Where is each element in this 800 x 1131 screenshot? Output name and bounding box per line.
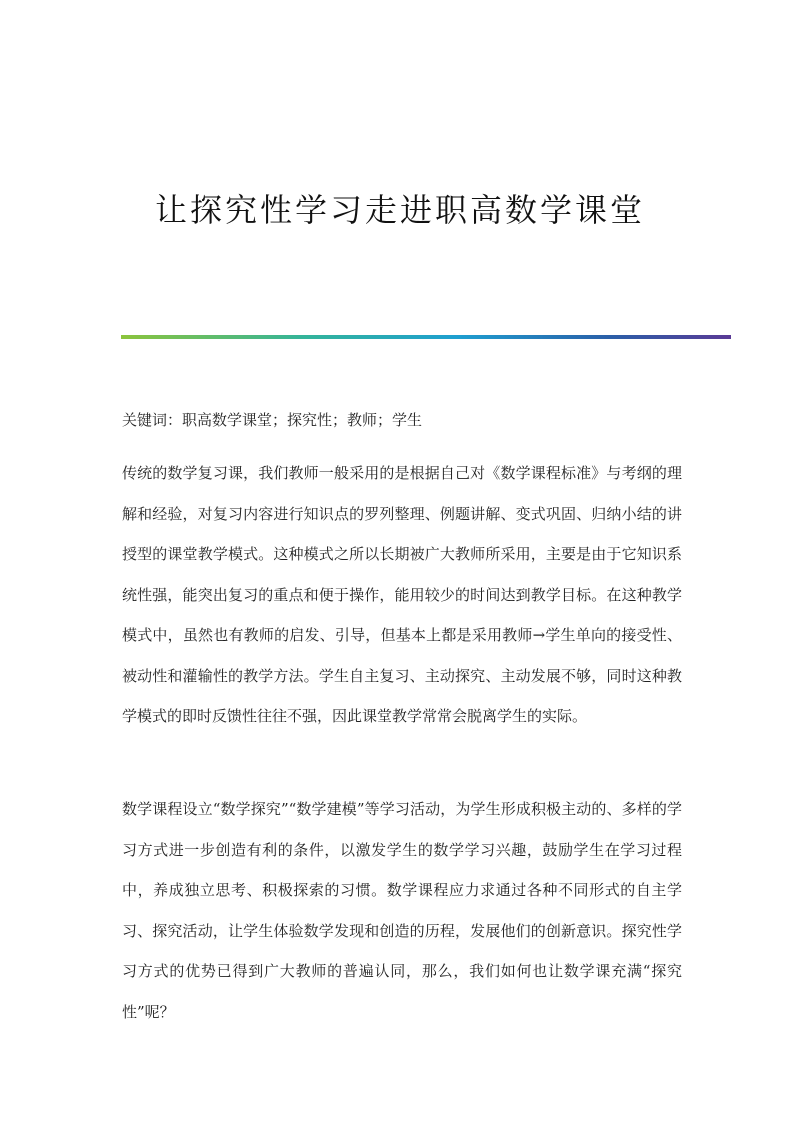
body-paragraph-1: 传统的数学复习课，我们教师一般采用的是根据自己对《数学课程标准》与考纲的理解和经验，对复习内容进行知识点的罗列整理、例题讲解、变式巩固、归纳小结的讲授型的课堂教学模式。这种模式之所以长期被广大教师所采用，主要是由于它知识系统性强，能突出复习的重点和便于操作，能用较少的时间达到教学目标。在这种教学模式中，虽然也有教师的启发、引导，但基本上都是采用教师→学生单向的接受性、被动性和灌输性的教学方法。学生自主复习、主动探究、主动发展不够，同时这种教学模式的即时反馈性往往不强，因此课堂教学常常会脱离学生的实际。 [122,464,682,725]
title-divider [121,335,731,339]
keywords-line: 关键词：职高数学课堂；探究性；教师；学生 [122,411,423,429]
document-title: 让探究性学习走进职高数学课堂 [154,191,645,229]
body-paragraph-2: 数学课程设立“数学探究”“数学建模”等学习活动，为学生形成积极主动的、多样的学习方式进一步创造有利的条件，以激发学生的数学学习兴趣，鼓励学生在学习过程中，养成独立思考、积极探索的习惯。数学课程应力求通过各种不同形式的自主学习、探究活动，让学生体验数学发现和创造的历程，发展他们的创新意识。探究性学习方式的优势已得到广大教师的普遍认同，那么，我们如何也让数学课充满“探究性”呢？ [122,800,682,1021]
